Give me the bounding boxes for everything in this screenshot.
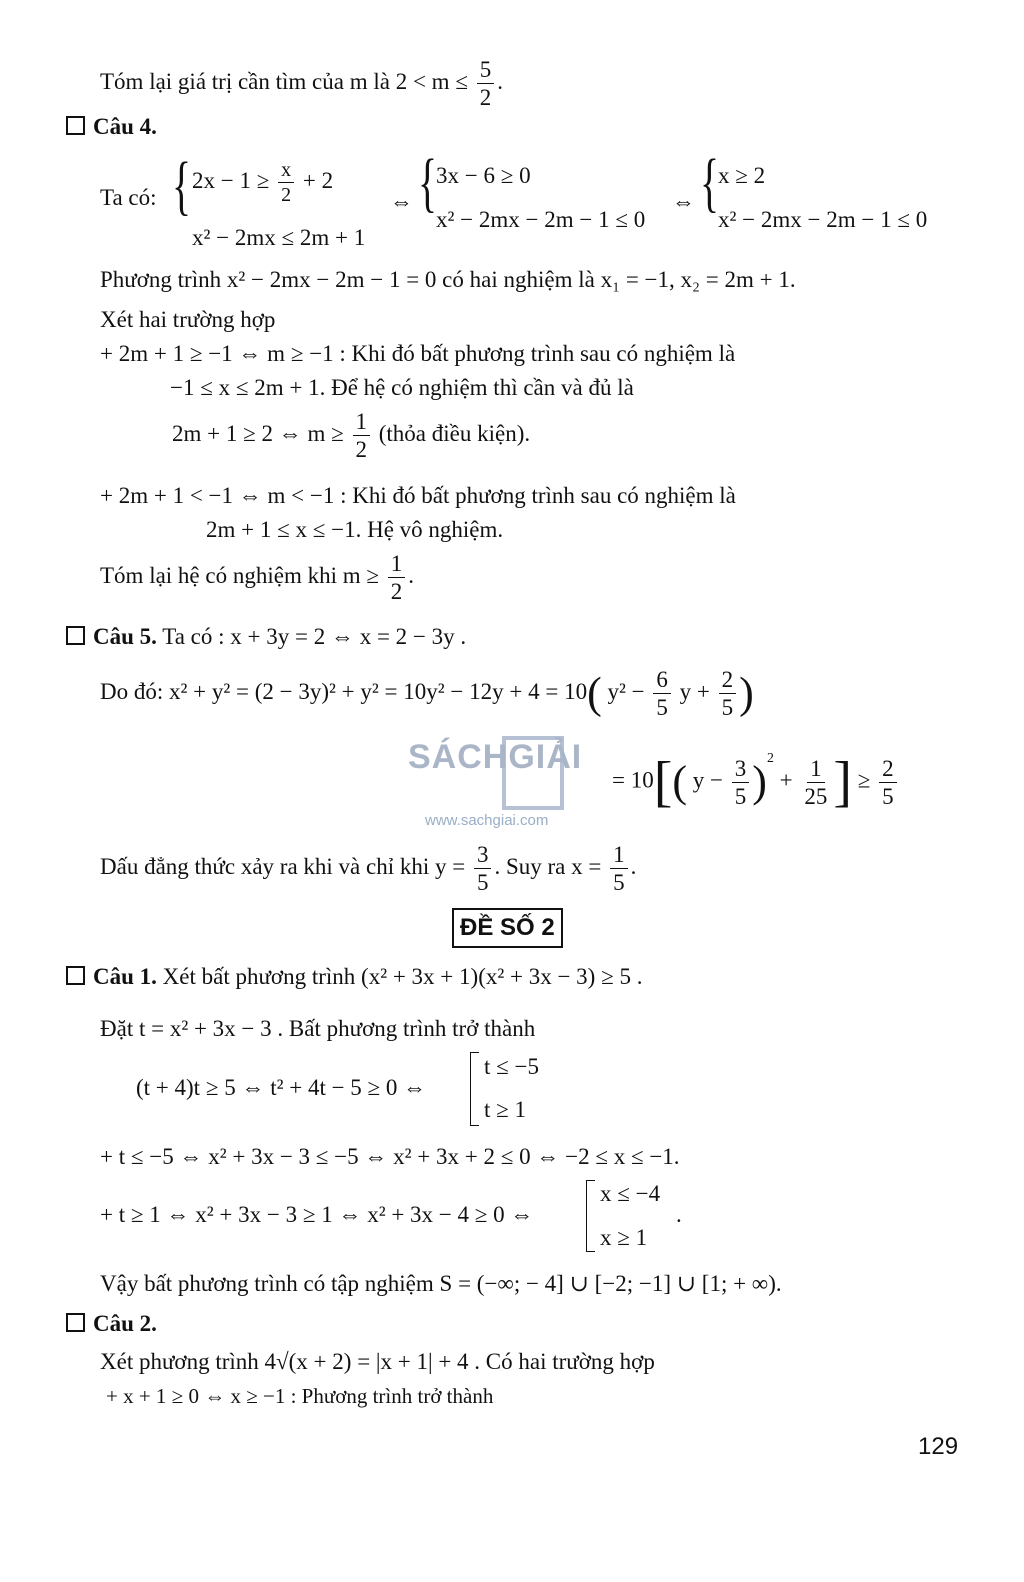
numerator: 5: [477, 58, 495, 84]
t-inequality-line: (t + 4)t ≥ 5 ⇔ t² + 4t − 5 ≥ 0 ⇔: [136, 1075, 427, 1100]
fraction: [879, 757, 897, 808]
summary-line: Tóm lại hệ có nghiệm khi m ≥ $\frac{1}{2}$ .: [100, 551, 414, 604]
system2-line2: x² − 2mx − 2m − 1 ≤ 0: [436, 207, 646, 232]
heading-text: Câu 4.: [93, 114, 157, 139]
numerator: 1: [353, 410, 371, 436]
case1-line: + 2m + 1 ≥ −1 ⇔ m ≥ −1 : Khi đó bất phương trình sau có nghiệm là: [100, 341, 736, 366]
denominator: 5: [734, 783, 747, 809]
numerator: 1: [807, 757, 825, 783]
question-2-line1: Xét phương trình 4√(x + 2) = |x + 1| + 4 . Có hai trường hợp: [100, 1349, 655, 1374]
question-2-heading: [66, 1312, 157, 1335]
text: y +: [679, 678, 710, 704]
text: Tóm lại hệ có nghiệm khi m ≥: [100, 562, 379, 588]
brace-icon: {: [172, 149, 192, 222]
system3-line1: x ≥ 2: [718, 163, 766, 188]
equality-line: Dấu đẳng thức xảy ra khi và chỉ khi y = $\frac{3}{5}$ . Suy ra x = $\frac{1}{5}$ .: [100, 842, 637, 895]
fraction: [653, 668, 671, 719]
watermark-logo: SÁCHGIẢI: [408, 738, 583, 776]
do-do-line: [100, 668, 754, 719]
bracket-icon: [: [653, 751, 673, 813]
numerator: 1: [388, 552, 406, 578]
square-completion-line: = 10[( y − $\frac{3}{5}$ )$^2$ + $\frac{1}{25}$ ] ≥ $\frac{2}{5}$: [612, 754, 900, 810]
fraction: [388, 552, 406, 603]
checkbox-icon: [66, 116, 85, 135]
checkbox-icon: [66, 1313, 85, 1332]
fraction: [610, 843, 628, 894]
heading-text: Câu 1.: [93, 964, 157, 989]
case2-line2: 2m + 1 ≤ x ≤ −1. Hệ vô nghiệm.: [206, 517, 504, 542]
numerator: 3: [474, 843, 492, 869]
text: + 2: [302, 167, 334, 193]
paren-icon: ): [739, 668, 754, 718]
text: . Suy ra x =: [494, 853, 602, 879]
numerator: 3: [732, 757, 750, 783]
checkbox-icon: [66, 966, 85, 985]
text: Dấu đẳng thức xảy ra khi và chỉ khi y =: [100, 853, 466, 879]
paren-icon: ): [752, 757, 767, 806]
denominator: 5: [613, 870, 625, 895]
fraction: [477, 58, 495, 109]
text: Ta có : x + 3y = 2 ⇔ x = 2 − 3y .: [162, 624, 467, 649]
denominator: 5: [882, 783, 894, 809]
t-case-b: t ≥ 1: [484, 1097, 527, 1122]
heading-text: Câu 5.: [93, 624, 157, 649]
question-4-heading: [66, 115, 157, 138]
text: y −: [692, 767, 724, 793]
text: y² −: [607, 678, 645, 704]
paren-icon: (: [672, 757, 688, 806]
conclusion-line: Tóm lại giá trị cần tìm của m là 2 < m ≤ $\frac{5}{2}$ .: [100, 57, 503, 110]
t-case-a: t ≤ −5: [484, 1054, 539, 1079]
two-cases-line: Xét hai trường hợp: [100, 307, 276, 332]
text: Tóm lại giá trị cần tìm của m là 2 < m ≤: [100, 68, 468, 94]
system1-line1: [192, 160, 333, 205]
iff-symbol: ⇔: [672, 189, 695, 214]
fraction: [278, 160, 294, 205]
question-5-line: [66, 625, 466, 648]
question-1-line: [66, 965, 642, 988]
denominator: 5: [656, 695, 668, 720]
text: Xét bất phương trình (x² + 3x + 1)(x² + 3x − 3) ≥ 5 .: [162, 964, 643, 989]
brace-icon: {: [700, 146, 720, 219]
numerator: 2: [719, 668, 737, 694]
x-case-a: x ≤ −4: [600, 1181, 661, 1206]
iff-symbol: ⇔: [390, 189, 413, 214]
numerator: 1: [610, 843, 628, 869]
case-t-le-5: + t ≤ −5 ⇔ x² + 3x − 3 ≤ −5 ⇔ x² + 3x + 2 ≤ 0 ⇔ −2 ≤ x ≤ −1.: [100, 1144, 680, 1169]
substitution-line: Đặt t = x² + 3x − 3 . Bất phương trình trở thành: [100, 1016, 536, 1041]
denominator: 5: [476, 870, 489, 895]
text: 2x − 1 ≥: [192, 167, 270, 193]
bracket-icon: ]: [833, 751, 852, 813]
case2-line: + 2m + 1 < −1 ⇔ m < −1 : Khi đó bất phương trình sau có nghiệm là: [100, 483, 736, 508]
period: .: [676, 1202, 682, 1227]
case1-line3: [172, 410, 530, 461]
case1-line2: −1 ≤ x ≤ 2m + 1. Để hệ có nghiệm thì cần và đủ là: [170, 375, 634, 400]
fraction: [474, 843, 492, 894]
system1-line2: x² − 2mx ≤ 2m + 1: [192, 225, 366, 250]
case-t-ge-1: + t ≥ 1 ⇔ x² + 3x − 3 ≥ 1 ⇔ x² + 3x − 4 ≥ 0 ⇔: [100, 1202, 534, 1227]
bracket-icon: [470, 1052, 479, 1126]
fraction: [732, 757, 750, 808]
denominator: 2: [281, 184, 292, 206]
numerator: 2: [879, 757, 897, 783]
system3-line2: x² − 2mx − 2m − 1 ≤ 0: [718, 207, 928, 232]
text: (thỏa điều kiện).: [378, 420, 531, 446]
text: ≥: [857, 767, 871, 793]
text: = 10: [612, 767, 654, 793]
watermark-url: www.sachgiai.com: [425, 812, 549, 829]
fraction: [353, 410, 371, 461]
denominator: 2: [355, 437, 367, 462]
paren-icon: (: [587, 668, 602, 718]
brace-icon: {: [418, 146, 438, 219]
numerator: x: [278, 160, 294, 183]
system2-line1: 3x − 6 ≥ 0: [436, 163, 531, 188]
numerator: 6: [653, 668, 671, 694]
fraction: [801, 757, 830, 808]
bracket-icon: [586, 1180, 595, 1252]
solution-set-line: Vậy bất phương trình có tập nghiệm S = (−∞; − 4] ∪ [−2; −1] ∪ [1; + ∞).: [100, 1271, 782, 1296]
section-title: ĐỀ SỐ 2: [452, 908, 563, 948]
denominator: 2: [390, 579, 403, 604]
text: +: [779, 767, 793, 793]
denominator: 25: [804, 783, 828, 809]
text: Do đó: x² + y² = (2 − 3y)² + y² = 10y² − 12y + 4 = 10: [100, 678, 588, 704]
roots-line: Phương trình x² − 2mx − 2m − 1 = 0 có hai nghiệm là x₁ = −1, x₂ = 2m + 1.: [100, 267, 796, 292]
checkbox-icon: [66, 626, 85, 645]
ta-co-label: Ta có:: [100, 185, 157, 210]
denominator: 5: [721, 695, 734, 720]
text: 2m + 1 ≥ 2 ⇔ m ≥: [172, 420, 344, 446]
denominator: 2: [479, 85, 492, 110]
heading-text: Câu 2.: [93, 1311, 157, 1336]
fraction: [719, 668, 737, 719]
x-case-b: x ≥ 1: [600, 1225, 648, 1250]
page-number: 129: [918, 1433, 959, 1460]
question-2-line2: + x + 1 ≥ 0 ⇔ x ≥ −1 : Phương trình trở thành: [106, 1384, 494, 1408]
